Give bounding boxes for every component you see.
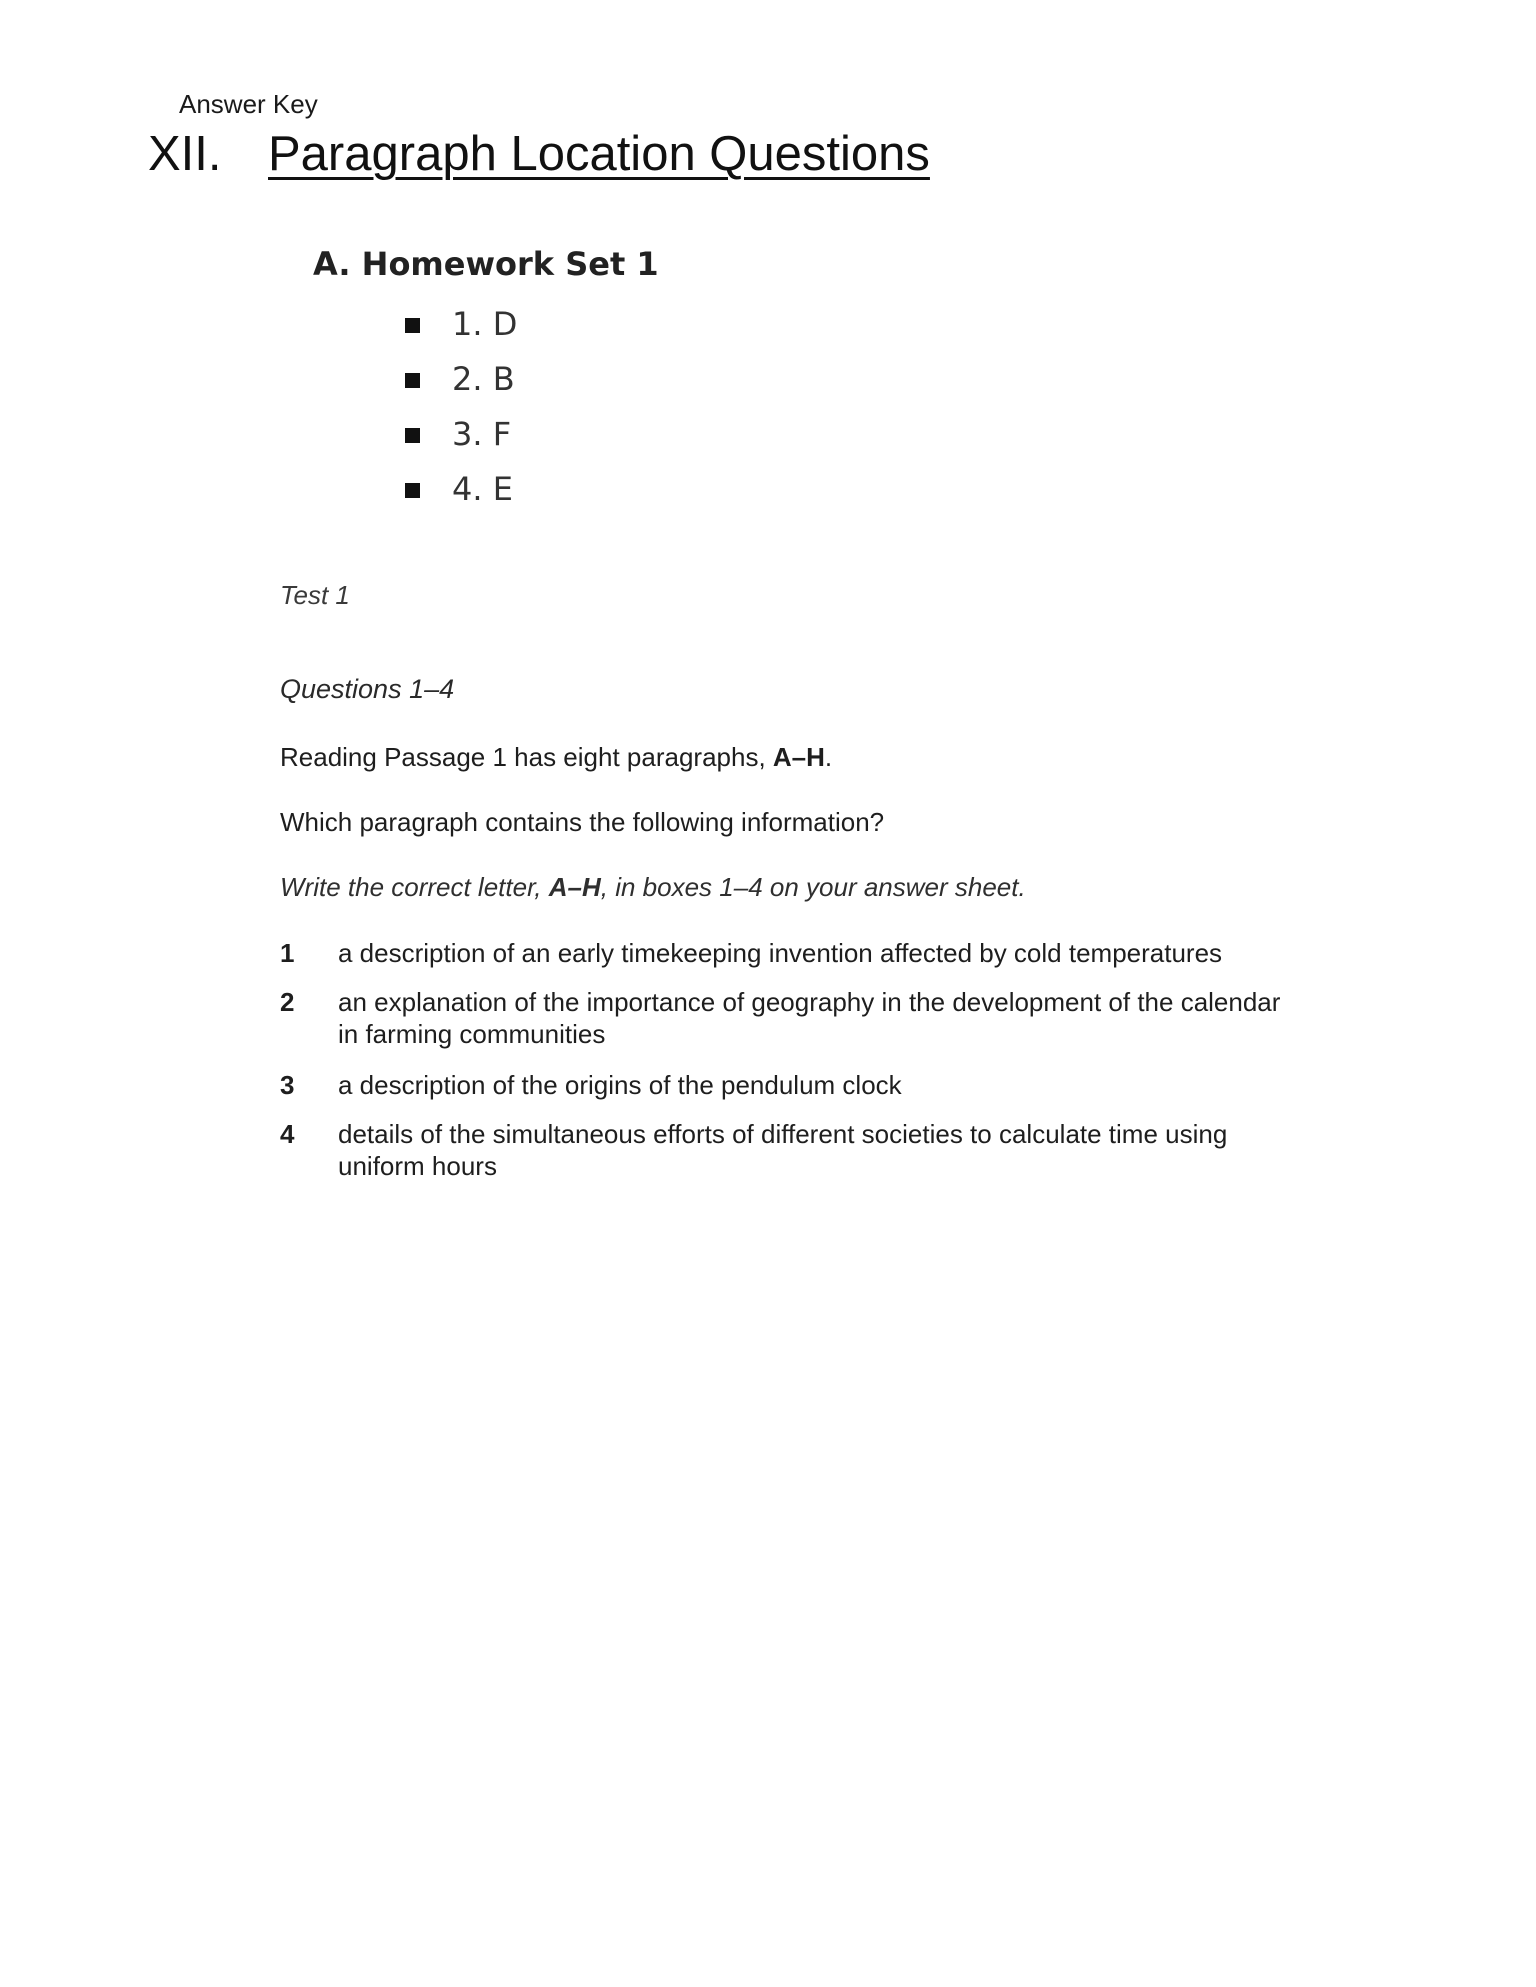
question-text: a description of an early timekeeping invention affected by cold temperatures (338, 938, 1223, 968)
question-row (280, 1069, 1300, 1101)
instruction-paragraphs (280, 742, 832, 773)
instruction-text: . (824, 742, 833, 772)
square-bullet-icon (405, 428, 420, 443)
subsection-title: A. Homework Set 1 (313, 245, 659, 283)
answer-text: 1. D (452, 304, 518, 343)
instruction-bold: A–H (772, 742, 825, 772)
question-number: 1 (280, 938, 295, 968)
instruction-bold: A–H (548, 872, 601, 902)
question-number: 3 (280, 1070, 295, 1100)
answer-text: 3. F (452, 414, 512, 453)
question-text: details of the simultaneous efforts of different societies to calculate time using uniform hours (338, 1119, 1228, 1181)
answer-text: 4. E (452, 469, 513, 508)
question-row (280, 937, 1300, 969)
answer-text: 2. B (452, 359, 515, 398)
square-bullet-icon (405, 373, 420, 388)
question-row (280, 986, 1300, 1050)
instruction-text: , in boxes 1–4 on your answer sheet. (600, 872, 1026, 902)
test-label: Test 1 (280, 580, 350, 610)
square-bullet-icon (405, 483, 420, 498)
section-numeral: XII. (148, 127, 222, 181)
questions-range: Questions 1–4 (280, 674, 455, 704)
question-text: a description of the origins of the pendulum clock (338, 1070, 902, 1100)
answer-list (405, 296, 517, 516)
section-title: Paragraph Location Questions (268, 127, 930, 181)
document-label: Answer Key (179, 89, 318, 119)
answer-item (405, 461, 517, 516)
question-number: 2 (280, 987, 295, 1017)
instruction-write (280, 872, 1026, 903)
answer-item (405, 406, 517, 461)
question-text: an explanation of the importance of geography in the development of the calendar in farming communities (338, 987, 1281, 1049)
answer-item (405, 351, 517, 406)
square-bullet-icon (405, 318, 420, 333)
question-number: 4 (280, 1119, 295, 1149)
page-title (148, 124, 930, 184)
instruction-text: Reading Passage 1 has eight paragraphs, (280, 742, 773, 772)
instruction-text: Write the correct letter, (280, 872, 549, 902)
question-row (280, 1118, 1300, 1182)
instruction-question: Which paragraph contains the following information? (280, 807, 885, 837)
answer-item (405, 296, 517, 351)
